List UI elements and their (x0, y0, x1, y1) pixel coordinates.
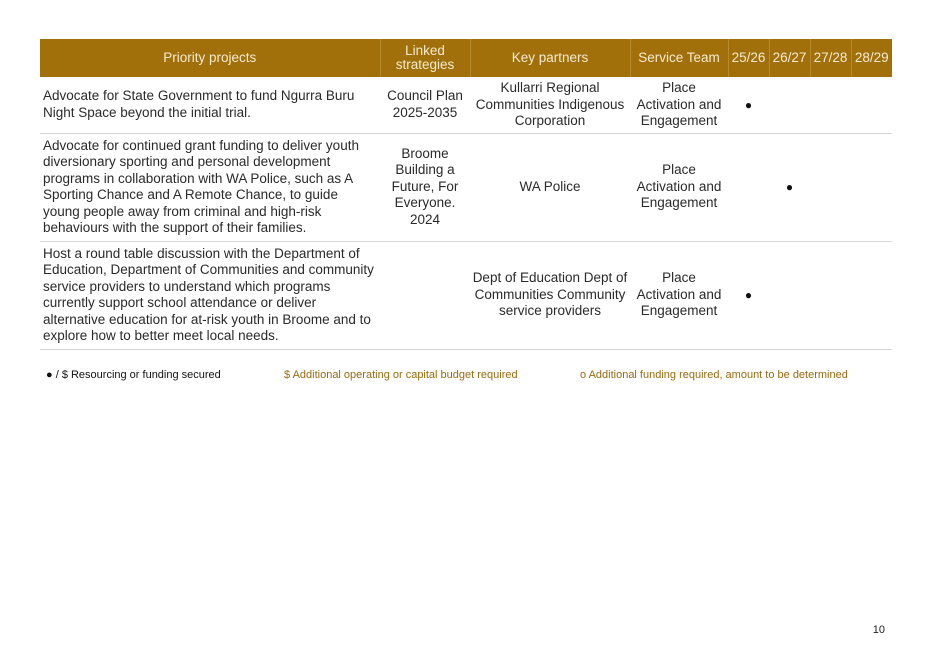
year-25-26-marker: ● (744, 97, 753, 112)
partners-cell: Kullarri Regional Communities Indigenous Corporation (475, 80, 625, 128)
year-25-26-marker: ● (744, 287, 753, 302)
legend-funding-secured: ● / $ Resourcing or funding secured (46, 369, 221, 381)
header-year-27-28: 27/28 (810, 39, 851, 77)
team-cell: Place Activation and Engagement (636, 80, 722, 128)
header-priority-projects: Priority projects (40, 39, 380, 77)
year-27-28-marker (810, 133, 851, 241)
year-26-27-marker (769, 241, 810, 349)
project-cell: Host a round table discussion with the Department of Education, Department of Communities and community service providers to understand which programs currently support school attendance or deliver alternative education for at-risk youth in Broome and to explore how to better meet local needs. (43, 245, 374, 343)
header-year-25-26: 25/26 (728, 39, 769, 77)
table-row (40, 241, 892, 349)
project-cell: Advocate for State Government to fund Ngurra Buru Night Space beyond the initial trial. (43, 88, 355, 120)
strategies-cell: Council Plan 2025-2035 (387, 88, 463, 120)
year-28-29-marker (851, 241, 892, 349)
table-row (40, 77, 892, 133)
partners-cell: WA Police (519, 178, 581, 194)
priority-projects-table-wrapper (40, 39, 892, 350)
year-25-26-marker (728, 133, 769, 241)
year-26-27-marker (769, 77, 810, 133)
page-number: 10 (872, 624, 885, 636)
header-key-partners: Key partners (470, 39, 630, 77)
priority-projects-table (40, 39, 892, 350)
year-27-28-marker (810, 77, 851, 133)
header-linked-strategies: Linked strategies (380, 39, 470, 77)
year-27-28-marker (810, 241, 851, 349)
year-28-29-marker (851, 133, 892, 241)
strategies-cell (380, 241, 470, 349)
header-service-team: Service Team (630, 39, 728, 77)
legend-funding-tbd: o Additional funding required, amount to be determined (580, 369, 848, 381)
table-row (40, 133, 892, 241)
header-year-28-29: 28/29 (851, 39, 892, 77)
header-year-26-27: 26/27 (769, 39, 810, 77)
year-28-29-marker (851, 77, 892, 133)
project-cell: Advocate for continued grant funding to deliver youth diversionary sporting and personal development programs in collaboration with WA Police, such as A Sporting Chance and A Remote Chance, to guide young people away from criminal and high-risk behaviours with the support of their families. (43, 137, 359, 235)
legend-additional-budget: $ Additional operating or capital budget required (284, 369, 518, 381)
partners-cell: Dept of Education Dept of Communities Community service providers (472, 270, 628, 319)
team-cell: Place Activation and Engagement (636, 162, 722, 211)
strategies-cell: Broome Building a Future, For Everyone. 2024 (391, 145, 459, 227)
table-header-row (40, 39, 892, 77)
legend (46, 369, 906, 385)
team-cell: Place Activation and Engagement (636, 270, 722, 319)
year-26-27-marker: ● (785, 179, 794, 194)
